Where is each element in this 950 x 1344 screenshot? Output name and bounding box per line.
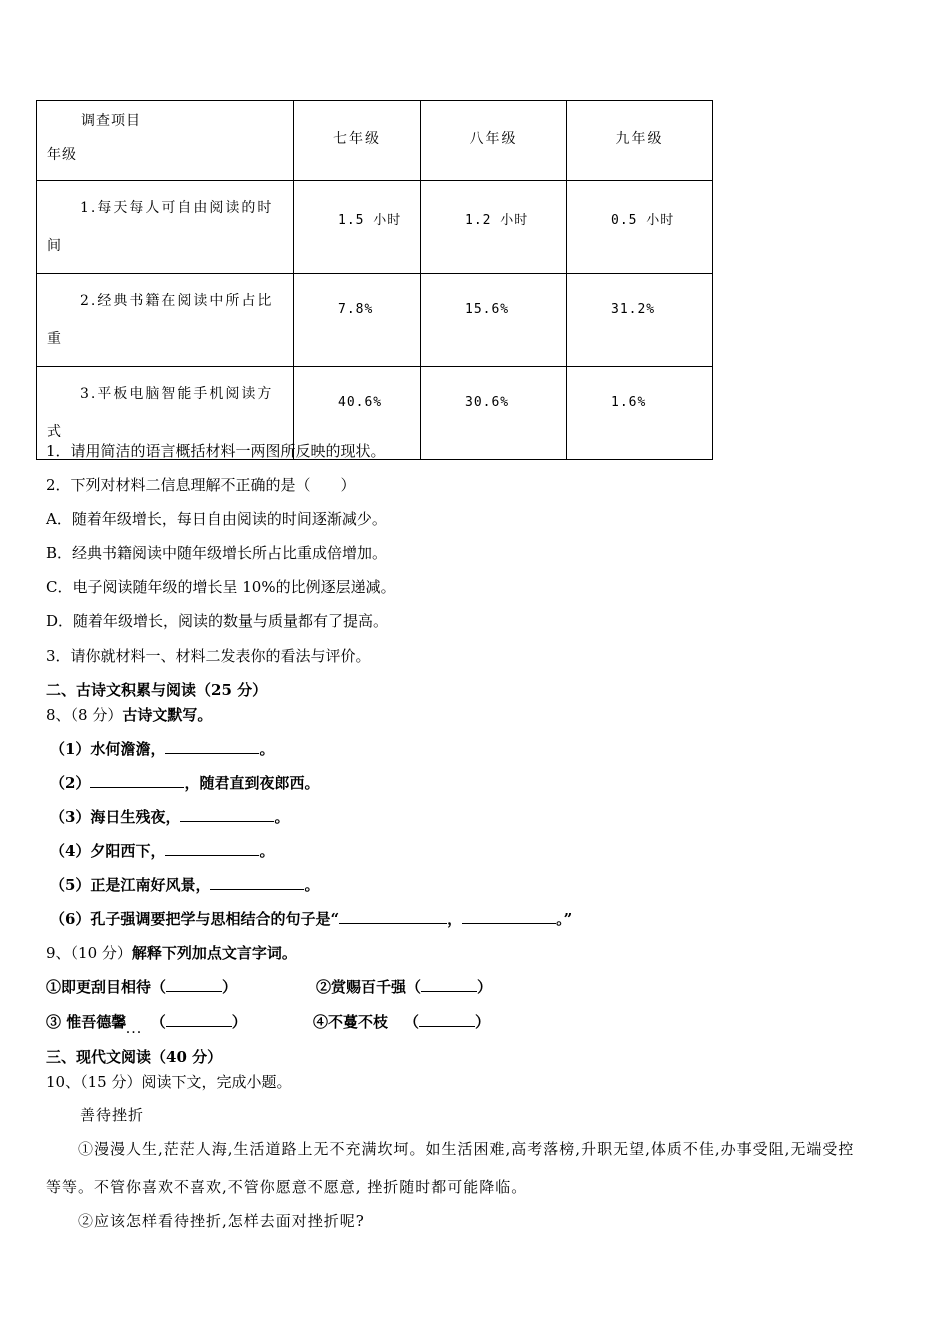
table-cell: 31.2% [567, 274, 713, 367]
answer-blank[interactable] [166, 1012, 232, 1027]
header-survey-item: 调查项目 [81, 113, 141, 129]
essay-paragraph-1-line-2: 等等。不管你喜欢不喜欢,不管你愿意不愿意, 挫折随时都可能降临。 [46, 1178, 528, 1196]
q9-item-close: ） [222, 978, 238, 996]
header-diagonal-cell [37, 101, 294, 181]
q8-item-end: 。 [274, 808, 290, 826]
q8-item-1 [50, 738, 274, 759]
q9-item-close: ） [231, 1013, 247, 1031]
option-a: A．随着年级增长，每日自由阅读的时间逐渐减少。 [46, 510, 387, 528]
q9-item-2 [316, 976, 492, 997]
option-b: B．经典书籍阅读中随年级增长所占比重成倍增加。 [46, 544, 388, 562]
q8-item-sep: ， [447, 910, 463, 928]
question-9 [46, 942, 297, 963]
q8-item-text: （6）孔子强调要把学与思相结合的句子是“ [50, 910, 340, 928]
q9-item-text: ①即更刮目相待（ [46, 978, 167, 996]
section-3-title: 三、现代文阅读（40 分） [46, 1048, 223, 1066]
column-header: 八年级 [421, 101, 567, 181]
row-item-line2: 重 [47, 331, 63, 347]
essay-paragraph-2: ②应该怎样看待挫折,怎样去面对挫折呢? [78, 1212, 365, 1230]
q9-item-4 [313, 1011, 490, 1032]
table-cell: 40.6% [294, 367, 421, 460]
q8-item-text: （1）水何澹澹， [50, 740, 166, 758]
answer-blank[interactable] [419, 1012, 475, 1027]
q8-item-text: （5）正是江南好风景， [50, 876, 211, 894]
q8-title: 古诗文默写。 [122, 706, 213, 724]
option-d: D．随着年级增长，阅读的数量与质量都有了提高。 [46, 612, 389, 630]
question-10: 10、（15 分）阅读下文，完成小题。 [46, 1073, 292, 1091]
q9-item-open: （ [404, 1013, 420, 1031]
q9-prefix: 9、（10 分） [46, 944, 132, 962]
question-8 [46, 704, 212, 725]
row-item-line1: 2.经典书籍在阅读中所占比 [80, 293, 274, 309]
answer-blank[interactable] [165, 739, 259, 754]
table-header-row [37, 101, 713, 181]
header-grade: 年级 [47, 147, 77, 163]
answer-blank[interactable] [90, 773, 184, 788]
q8-item-text: （2） [50, 774, 91, 792]
column-header: 九年级 [567, 101, 713, 181]
option-c: C．电子阅读随年级的增长呈 10%的比例逐层递减。 [46, 578, 396, 596]
answer-blank[interactable] [462, 909, 556, 924]
q8-item-text: （3）海日生残夜， [50, 808, 181, 826]
table-cell: 1.6% [567, 367, 713, 460]
row-item-line1: 3.平板电脑智能手机阅读方 [80, 386, 274, 402]
q9-item-close: ） [475, 1013, 491, 1031]
q8-item-4 [50, 840, 274, 861]
q9-item-1 [46, 976, 237, 997]
row-item-cell [37, 181, 294, 274]
row-item-line1: 1.每天每人可自由阅读的时 [80, 200, 274, 216]
q9-item-text: ②赏赐百千强（ [316, 978, 422, 996]
row-item-line2: 间 [47, 238, 63, 254]
answer-blank[interactable] [339, 909, 447, 924]
q9-item-text: ④不蔓不枝 [313, 1013, 389, 1031]
table-cell: 7.8% [294, 274, 421, 367]
q9-title: 解释下列加点文言字词。 [131, 944, 297, 962]
row-item-cell [37, 274, 294, 367]
q8-item-end: 。 [259, 740, 275, 758]
q9-item-3 [46, 1011, 247, 1036]
question-3: 3．请你就材料一、材料二发表你的看法与评价。 [46, 647, 371, 665]
table-row [37, 181, 713, 274]
table-cell: 15.6% [421, 274, 567, 367]
q8-item-2 [50, 772, 319, 793]
q8-item-text: （4）夕阳西下， [50, 842, 166, 860]
q9-item-text: ③ 惟吾德馨 [46, 1013, 127, 1031]
q8-item-end: 。” [556, 910, 573, 928]
section-2-title: 二、古诗文积累与阅读（25 分） [46, 681, 268, 699]
q9-item-open: （ [150, 1013, 166, 1031]
q8-prefix: 8、（8 分） [46, 706, 123, 724]
table-cell: 30.6% [421, 367, 567, 460]
q8-item-end: 。 [259, 842, 275, 860]
table-cell: 1.2 小时 [421, 181, 567, 274]
question-1: 1．请用简洁的语言概括材料一两图所反映的现状。 [46, 442, 386, 460]
q8-item-5 [50, 874, 319, 895]
table-cell: 0.5 小时 [567, 181, 713, 274]
table-cell: 1.5 小时 [294, 181, 421, 274]
q8-item-3 [50, 806, 289, 827]
answer-blank[interactable] [166, 977, 222, 992]
answer-blank[interactable] [180, 807, 274, 822]
question-2: 2．下列对材料二信息理解不正确的是（ ） [46, 476, 356, 494]
answer-blank[interactable] [165, 841, 259, 856]
q9-item-close: ） [477, 978, 493, 996]
essay-title: 善待挫折 [80, 1106, 145, 1124]
q8-item-6 [50, 908, 572, 929]
essay-paragraph-1-line-1: ①漫漫人生,茫茫人海,生活道路上无不充满坎坷。如生活困难,高考落榜,升职无望,体质不佳,办事受阻,无端受控 [78, 1140, 855, 1158]
answer-blank[interactable] [210, 875, 304, 890]
answer-blank[interactable] [421, 977, 477, 992]
survey-table [36, 100, 713, 460]
column-header: 七年级 [294, 101, 421, 181]
emphasis-dots: ... [126, 1025, 143, 1036]
q8-item-end: 。 [304, 876, 320, 894]
q8-item-end: ，随君直到夜郎西。 [184, 774, 320, 792]
table-row [37, 274, 713, 367]
row-item-line2: 式 [47, 424, 63, 440]
